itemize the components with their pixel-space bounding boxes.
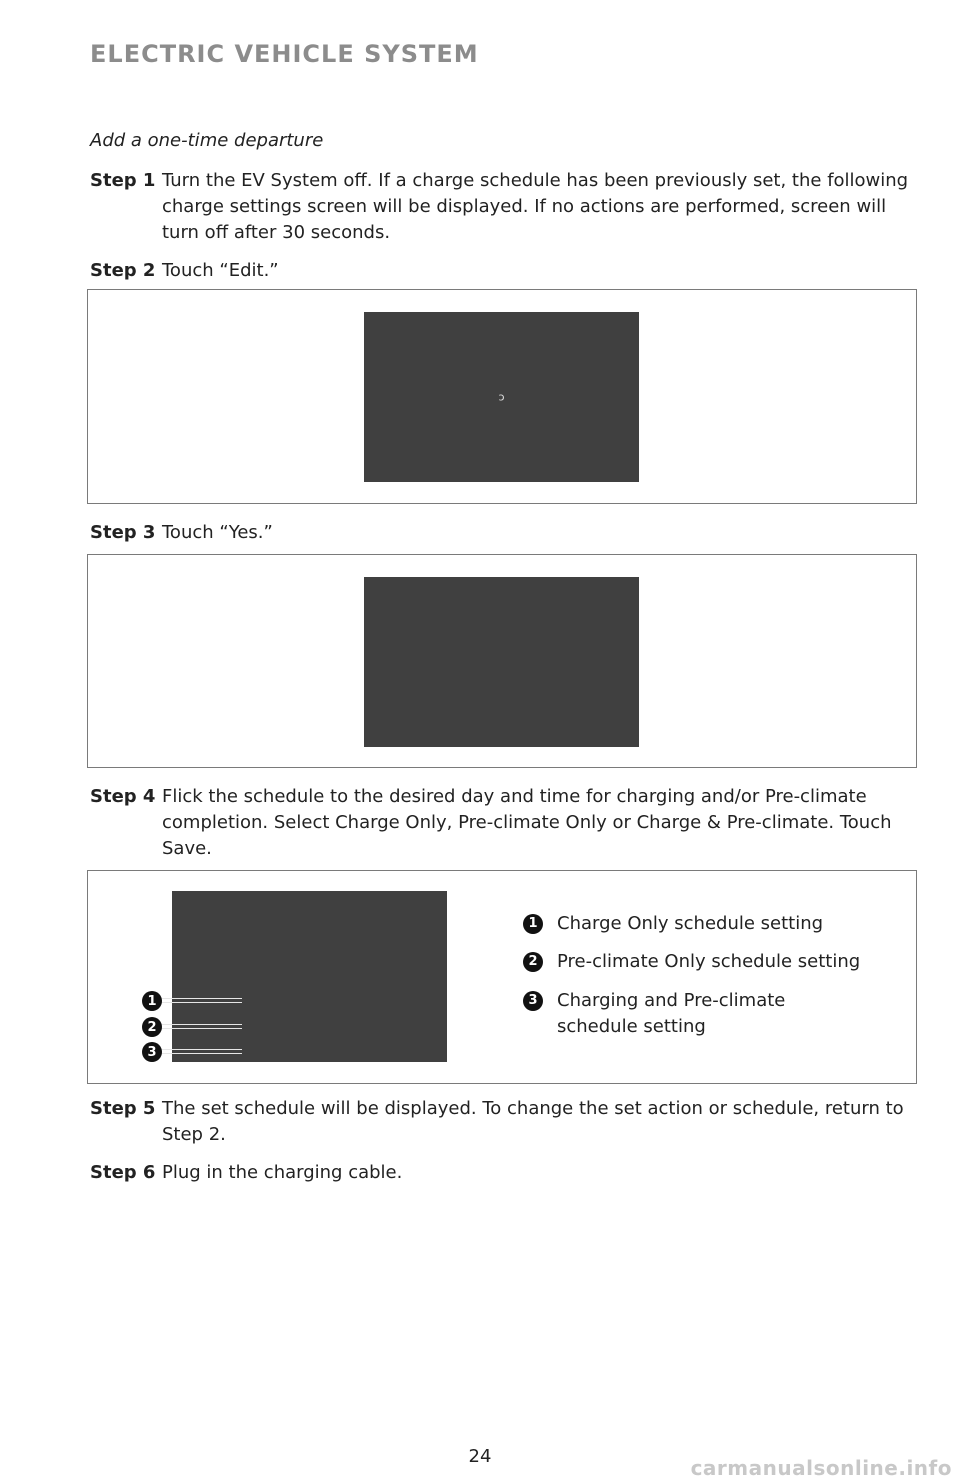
step-text: Flick the schedule to the desired day and time for charging and/or Pre-climate completion. Select Charge Only, Pre-climate Only or Charge & Pre-climate. Touch Save. (162, 786, 892, 859)
screen-image (364, 577, 639, 747)
step-text: Touch “Edit.” (162, 260, 279, 281)
legend-item-3 (523, 988, 823, 1040)
callout-marker-3: 3 (142, 1042, 162, 1062)
step-5 (90, 1096, 910, 1148)
screen-image (172, 891, 447, 1062)
step-4 (90, 784, 910, 862)
legend-item-2 (523, 949, 903, 975)
step-1 (90, 168, 910, 246)
step-text: Turn the EV System off. If a charge schedule has been previously set, the following charge settings screen will be displayed. If no actions are performed, screen will turn off after 30 seconds. (162, 170, 909, 243)
step-3 (90, 520, 910, 546)
legend-text: Pre-climate Only schedule setting (557, 951, 861, 972)
figure-yes-screen (87, 554, 917, 768)
legend-text: Charging and Pre-climate schedule setting (557, 990, 786, 1037)
step-label: Step 4 (90, 786, 156, 807)
step-2 (90, 258, 910, 284)
watermark: carmanualsonline.info (690, 1456, 952, 1480)
legend-number-2: 2 (523, 952, 543, 972)
callout-marker-1: 1 (142, 991, 162, 1011)
step-label: Step 1 (90, 170, 156, 191)
figure-schedule-screen (87, 870, 917, 1084)
page-number: 24 (468, 1446, 492, 1467)
callout-line-2 (154, 1024, 242, 1029)
figure-edit-screen (87, 289, 917, 504)
step-label: Step 5 (90, 1098, 156, 1119)
step-text: Plug in the charging cable. (162, 1162, 403, 1183)
section-title: ELECTRIC VEHICLE SYSTEM (90, 40, 479, 68)
legend-number-1: 1 (523, 914, 543, 934)
callout-line-3 (154, 1049, 242, 1054)
step-label: Step 3 (90, 522, 156, 543)
screen-glyph: ɔ (498, 390, 505, 404)
screen-image (364, 312, 639, 482)
step-label: Step 6 (90, 1162, 156, 1183)
legend-item-1 (523, 911, 903, 937)
step-text: The set schedule will be displayed. To change the set action or schedule, return to Step 2. (162, 1098, 904, 1145)
step-label: Step 2 (90, 260, 156, 281)
legend-text: Charge Only schedule setting (557, 913, 824, 934)
step-6 (90, 1160, 910, 1186)
step-text: Touch “Yes.” (162, 522, 273, 543)
legend-number-3: 3 (523, 991, 543, 1011)
callout-line-1 (154, 998, 242, 1003)
subheading: Add a one-time departure (90, 130, 324, 151)
callout-marker-2: 2 (142, 1017, 162, 1037)
